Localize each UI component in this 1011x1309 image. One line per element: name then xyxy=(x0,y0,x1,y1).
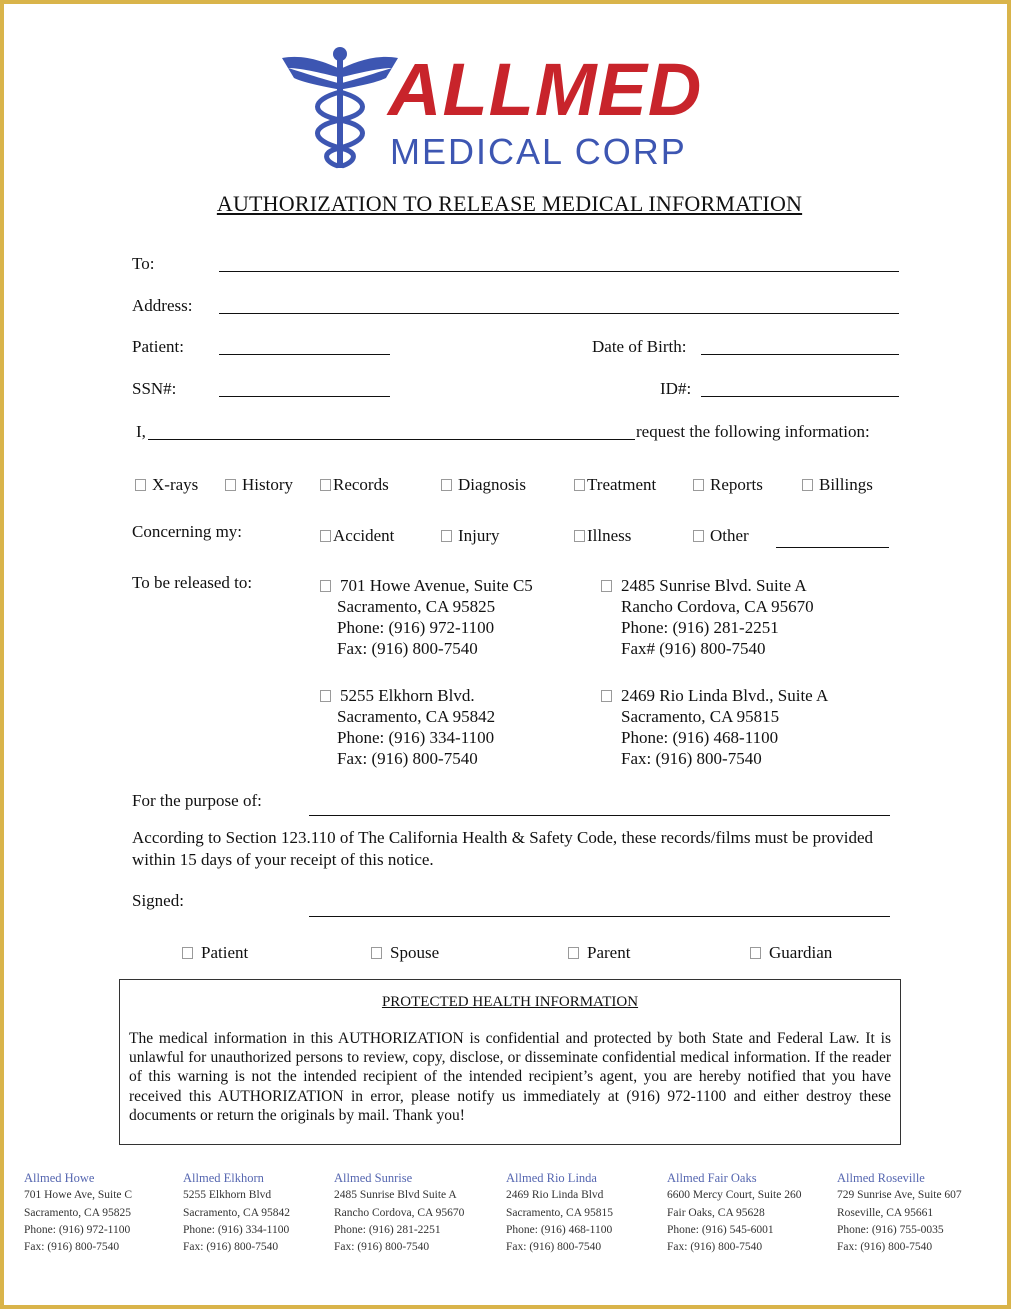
patient-field[interactable] xyxy=(219,354,390,355)
to-label: To: xyxy=(132,254,155,273)
logo-wordmark: ALLMED xyxy=(388,48,703,131)
checkbox-icon xyxy=(441,530,452,542)
location-rio-linda[interactable]: 2469 Rio Linda Blvd., Suite A Sacramento, CA 95815 Phone: (916) 468-1100 Fax: (916) 800-7540 xyxy=(601,685,828,769)
option-billings[interactable]: Billings xyxy=(802,475,873,495)
address-field[interactable] xyxy=(219,313,899,314)
footer-location: Allmed Rio Linda 2469 Rio Linda Blvd Sacramento, CA 95815 Phone: (916) 468-1100 Fax: (916) 800-7540 xyxy=(506,1171,613,1254)
option-other[interactable]: Other xyxy=(693,526,749,546)
legal-notice: According to Section 123.110 of The California Health & Safety Code, these records/films must be provided within 15 days of your receipt of this notice. xyxy=(132,828,873,869)
checkbox-icon xyxy=(574,479,585,491)
checkbox-icon xyxy=(693,530,704,542)
checkbox-icon xyxy=(750,947,761,959)
option-diagnosis[interactable]: Diagnosis xyxy=(441,475,526,495)
requester-name-field[interactable] xyxy=(148,439,635,440)
id-field[interactable] xyxy=(701,396,899,397)
form-title: AUTHORIZATION TO RELEASE MEDICAL INFORMATION xyxy=(216,191,803,216)
option-xrays[interactable]: X-rays xyxy=(135,475,198,495)
signer-patient[interactable]: Patient xyxy=(182,943,248,963)
signer-parent[interactable]: Parent xyxy=(568,943,630,963)
checkbox-icon xyxy=(802,479,813,491)
option-history[interactable]: History xyxy=(225,475,293,495)
request-suffix: request the following information: xyxy=(636,422,870,441)
checkbox-icon xyxy=(693,479,704,491)
footer-location: Allmed Fair Oaks 6600 Mercy Court, Suite 260 Fair Oaks, CA 95628 Phone: (916) 545-6001 Fax: (916) 800-7540 xyxy=(667,1171,802,1254)
requester-prefix: I, xyxy=(136,422,146,441)
checkbox-icon xyxy=(320,530,331,542)
signed-label: Signed: xyxy=(132,891,184,910)
checkbox-icon xyxy=(441,479,452,491)
option-injury[interactable]: Injury xyxy=(441,526,500,546)
dob-field[interactable] xyxy=(701,354,899,355)
address-label: Address: xyxy=(132,296,193,315)
patient-label: Patient: xyxy=(132,337,184,356)
option-records[interactable]: Records xyxy=(320,475,389,495)
company-logo xyxy=(280,44,740,174)
purpose-field[interactable] xyxy=(309,815,890,816)
ssn-field[interactable] xyxy=(219,396,390,397)
option-treatment[interactable]: Treatment xyxy=(574,475,656,495)
signer-guardian[interactable]: Guardian xyxy=(750,943,832,963)
checkbox-icon xyxy=(225,479,236,491)
checkbox-icon xyxy=(601,690,612,702)
footer-location: Allmed Roseville 729 Sunrise Ave, Suite 607 Roseville, CA 95661 Phone: (916) 755-0035 Fax: (916) 800-7540 xyxy=(837,1171,962,1254)
purpose-label: For the purpose of: xyxy=(132,791,262,810)
phi-notice-box xyxy=(119,979,901,1145)
option-accident[interactable]: Accident xyxy=(320,526,394,546)
id-label: ID#: xyxy=(660,379,692,398)
location-elkhorn[interactable]: 5255 Elkhorn Blvd. Sacramento, CA 95842 Phone: (916) 334-1100 Fax: (916) 800-7540 xyxy=(320,685,495,769)
footer-location: Allmed Howe 701 Howe Ave, Suite C Sacramento, CA 95825 Phone: (916) 972-1100 Fax: (916) 800-7540 xyxy=(24,1171,133,1254)
logo-subtitle: MEDICAL CORP xyxy=(390,131,687,172)
concerning-label: Concerning my: xyxy=(132,522,243,541)
to-field[interactable] xyxy=(219,271,899,272)
signer-spouse[interactable]: Spouse xyxy=(371,943,439,963)
option-illness[interactable]: Illness xyxy=(574,526,631,546)
checkbox-icon xyxy=(371,947,382,959)
checkbox-icon xyxy=(182,947,193,959)
checkbox-icon xyxy=(320,690,331,702)
checkbox-icon xyxy=(320,580,331,592)
option-reports[interactable]: Reports xyxy=(693,475,763,495)
checkbox-icon xyxy=(601,580,612,592)
other-field[interactable] xyxy=(776,547,889,548)
footer-location: Allmed Elkhorn 5255 Elkhorn Blvd Sacramento, CA 95842 Phone: (916) 334-1100 Fax: (916) 800-7540 xyxy=(183,1171,290,1254)
checkbox-icon xyxy=(574,530,585,542)
caduceus-icon xyxy=(280,44,400,174)
phi-title: PROTECTED HEALTH INFORMATION xyxy=(381,994,639,1010)
signature-field[interactable] xyxy=(309,916,890,917)
checkbox-icon xyxy=(568,947,579,959)
dob-label: Date of Birth: xyxy=(592,337,687,356)
checkbox-icon xyxy=(135,479,146,491)
release-label: To be released to: xyxy=(132,573,253,592)
footer-location: Allmed Sunrise 2485 Sunrise Blvd Suite A Rancho Cordova, CA 95670 Phone: (916) 281-2251 Fax: (916) 800-7540 xyxy=(334,1171,465,1254)
phi-text: The medical information in this AUTHORIZATION is confidential and protected by both State and Federal Law. It is unlawful for unauthorized persons to review, copy, disclose, or disseminate confidential medical information. If the reader of this warning is not the intended recipient of the intended recipient’s agent, you are hereby notified that you have received this AUTHORIZATION in error, please notify us immediately at (916) 972-1100 and either destroy these documents or return the originals by mail. Thank you! xyxy=(129,1030,891,1124)
location-howe[interactable]: 701 Howe Avenue, Suite C5 Sacramento, CA 95825 Phone: (916) 972-1100 Fax: (916) 800-7540 xyxy=(320,575,533,659)
location-sunrise[interactable]: 2485 Sunrise Blvd. Suite A Rancho Cordova, CA 95670 Phone: (916) 281-2251 Fax# (916) 800-7540 xyxy=(601,575,814,659)
checkbox-icon xyxy=(320,479,331,491)
ssn-label: SSN#: xyxy=(132,379,177,398)
